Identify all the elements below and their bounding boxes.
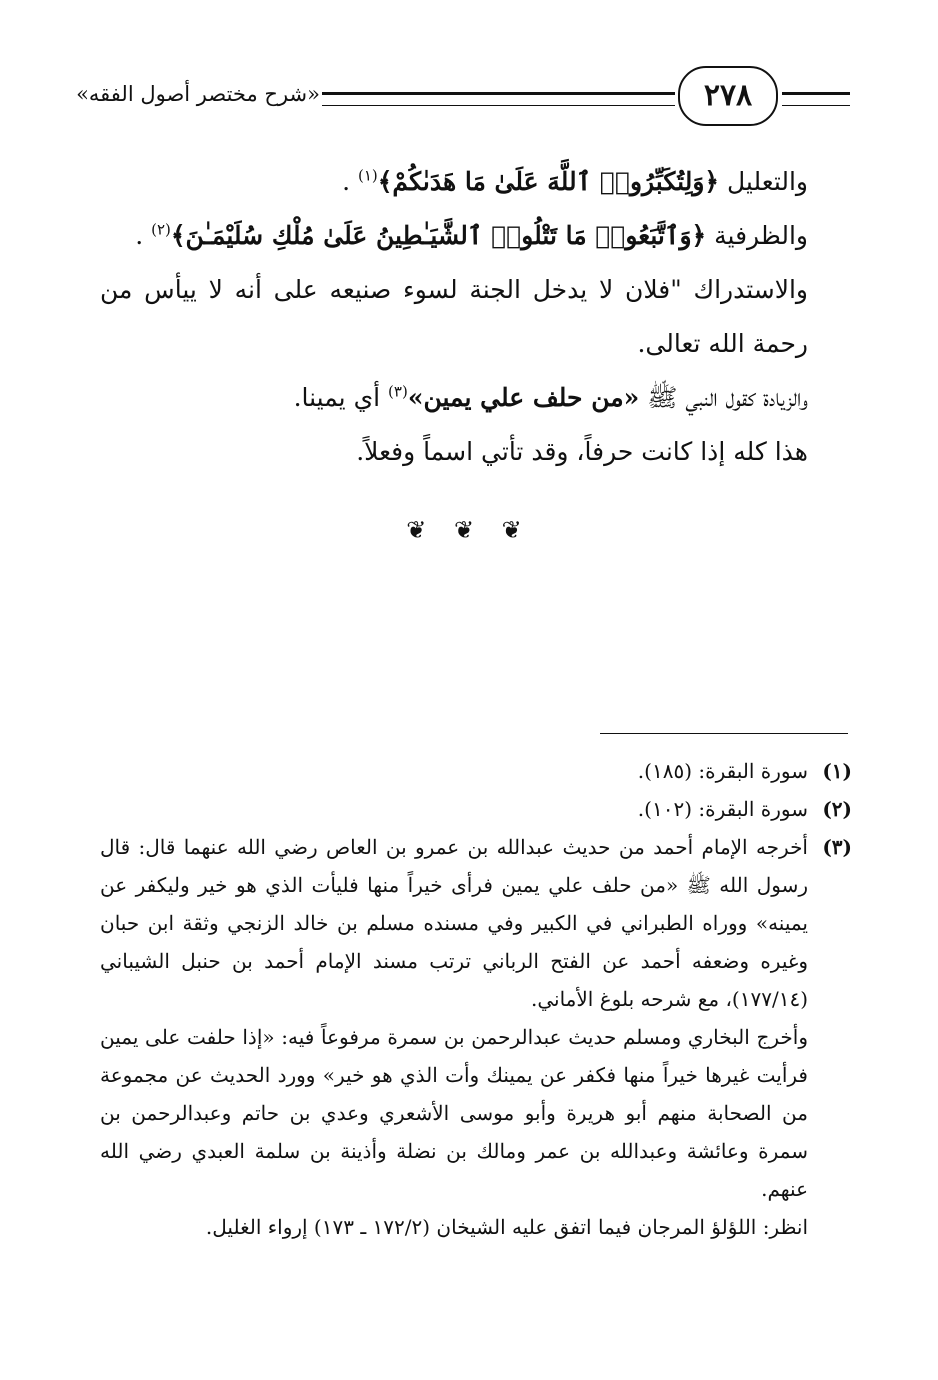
page-number: ٢٧٨ (678, 66, 778, 126)
footnote-2 (100, 790, 852, 828)
footnote-1 (100, 752, 852, 790)
page-header (76, 66, 850, 130)
footnote-text: أخرجه الإمام أحمد من حديث عبدالله بن عمرو بن العاص رضي الله عنهما قال: قال رسول الله ﷺ «من حلف علي يمين فرأى خيراً منها فليأت الذي هو خير وليكفر عن يمينه» ووراه الطبراني في الكبير وفي مسنده مسلم بن خالد الزنجي وثقة ابن حبان وغيره وضعفه أحمد عن الفتح الرباني ترتب مسند الإمام أحمد بن حنبل الشيباني (١٧٧/١٤)، مع شرحه بلوغ الأماني. (100, 835, 808, 1011)
section-ornament-icon: ❦ ❦ ❦ (406, 516, 532, 544)
footnotes (100, 752, 852, 1246)
paragraph-zarfiya (100, 209, 808, 263)
header-rule-left (322, 92, 675, 106)
paragraph-istidrak: والاستدراك "فلان لا يدخل الجنة لسوء صنيعه على أنه لا ييأس من رحمة الله تعالى. (100, 275, 808, 358)
paragraph-suffix: . (135, 221, 144, 250)
paragraph-prefix: والزيادة كقول النبي ﷺ (647, 383, 808, 412)
footnote-3-continuation: وأخرج البخاري ومسلم حديث عبدالرحمن بن سمرة مرفوعاً فيه: «إذا حلفت على يمين فرأيت غيرها خيراً منها فكفر عن يمينك وأت الذي هو خير» وورد الحديث عن مجموعة من الصحابة منهم أبو هريرة وأبو موسى الأشعري وعدي بن حاتم وعبدالرحمن بن سمرة وعائشة وعبدالله بن عمر ومالك بن نضلة وأذينة بن سلمة العبدي رضي الله عنهم. (100, 1025, 808, 1201)
main-text (100, 155, 808, 479)
footnote-3 (100, 828, 852, 1018)
footnote-number: (١) (822, 759, 852, 783)
footnote-ref[interactable]: (٢) (151, 220, 171, 239)
paragraph-suffix: أي يمينا. (293, 383, 381, 412)
footnote-ref[interactable]: (١) (358, 166, 378, 185)
paragraph-summary: هذا كله إذا كانت حرفاً، وقد تأتي اسماً وفعلاً. (356, 437, 808, 466)
paragraph-suffix: . (342, 167, 351, 196)
footnote-3-reference: انظر: اللؤلؤ المرجان فيما اتفق عليه الشيخان (١٧٢/٢ ـ ١٧٣) إرواء الغليل. (205, 1215, 808, 1239)
quran-verse: ﴿وَٱتَّبَعُوا۟ مَا تَتْلُوا۟ ٱلشَّيَـٰطِينُ عَلَىٰ مُلْكِ سُلَيْمَـٰنَ﴾ (170, 221, 707, 250)
footnote-ref[interactable]: (٣) (388, 382, 408, 401)
hadith-quote: «من حلف علي يمين» (407, 383, 640, 412)
footnote-divider (600, 733, 848, 734)
footnote-number: (٢) (822, 797, 852, 821)
header-rule-right (782, 92, 850, 106)
footnote-text: سورة البقرة: (١٠٢). (637, 797, 808, 821)
footnote-number: (٣) (822, 835, 852, 859)
quran-verse: ﴿وَلِتُكَبِّرُوا۟ ٱللَّهَ عَلَىٰ مَا هَدَىٰكُمْ﴾ (377, 167, 720, 196)
book-title: «شرح مختصر أصول الفقه» (76, 82, 320, 106)
paragraph-taalil (100, 155, 808, 209)
paragraph-prefix: والظرفية (714, 221, 808, 250)
paragraph-prefix: والتعليل (727, 167, 808, 196)
paragraph-ziyada (100, 371, 808, 425)
footnote-text: سورة البقرة: (١٨٥). (637, 759, 808, 783)
